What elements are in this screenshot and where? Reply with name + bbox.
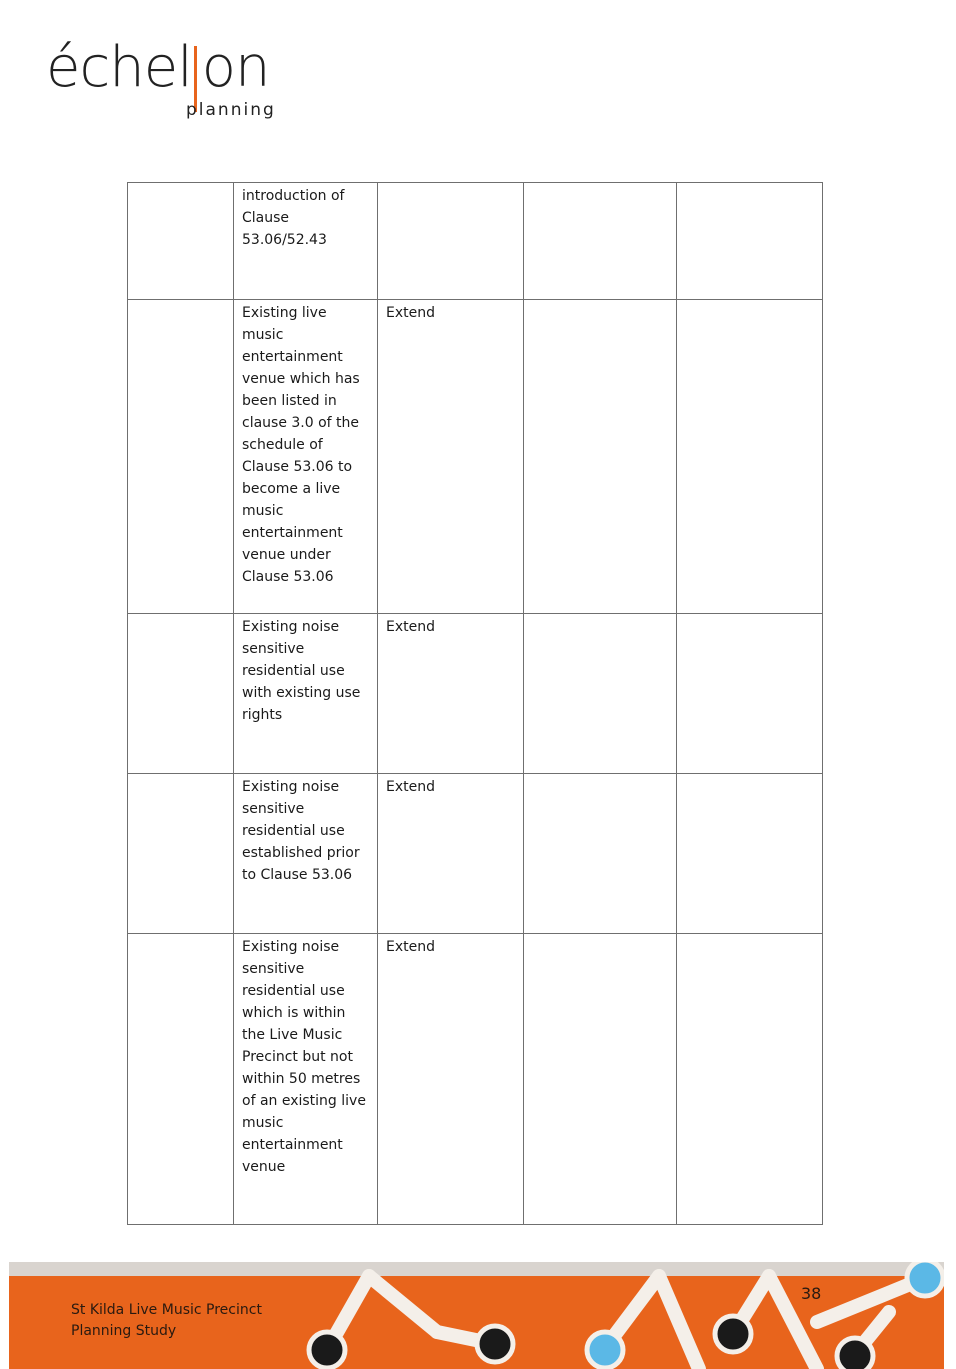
table-cell-action: Extend xyxy=(378,774,524,934)
table-cell xyxy=(677,934,823,1225)
footer-dot xyxy=(309,1332,345,1368)
table-cell xyxy=(128,300,234,614)
table-cell-action xyxy=(378,183,524,300)
table-row xyxy=(128,774,823,934)
table-cell xyxy=(128,934,234,1225)
table-cell xyxy=(128,614,234,774)
logo-subtitle: planning xyxy=(186,100,276,120)
table-cell-action: Extend xyxy=(378,614,524,774)
table-row xyxy=(128,183,823,300)
table-cell-description: Existing noise sensitive residential use which is within the Live Music Precinct but not within 50 metres of an existing live music entertainment venue xyxy=(234,934,378,1225)
table-cell xyxy=(128,183,234,300)
table-cell xyxy=(677,183,823,300)
table-cell-action: Extend xyxy=(378,934,524,1225)
footer-dot xyxy=(587,1332,623,1368)
table-row xyxy=(128,300,823,614)
table-cell xyxy=(677,300,823,614)
table-row xyxy=(128,614,823,774)
footer-dot xyxy=(477,1326,513,1362)
table-cell xyxy=(524,774,677,934)
footer-dot xyxy=(907,1262,943,1296)
table-cell-action: Extend xyxy=(378,300,524,614)
table-cell xyxy=(524,614,677,774)
echelon-logo xyxy=(46,35,306,130)
table-cell xyxy=(677,614,823,774)
table-cell-description: Existing noise sensitive residential use with existing use rights xyxy=(234,614,378,774)
footer-banner xyxy=(9,1262,944,1369)
page-number: 38 xyxy=(801,1284,822,1303)
table-cell xyxy=(677,774,823,934)
planning-table xyxy=(127,182,823,1225)
table-cell xyxy=(524,934,677,1225)
table-cell-description: Existing noise sensitive residential use established prior to Clause 53.06 xyxy=(234,774,378,934)
table-cell xyxy=(524,183,677,300)
footer-dot xyxy=(715,1316,751,1352)
footer-document-title xyxy=(71,1300,262,1342)
table-cell xyxy=(128,774,234,934)
footer-title-line: St Kilda Live Music Precinct xyxy=(71,1302,262,1318)
table-cell xyxy=(524,300,677,614)
table-cell-description: Existing live music entertainment venue which has been listed in clause 3.0 of the schedule of Clause 53.06 to become a live music entertainment venue under Clause 53.06 xyxy=(234,300,378,614)
logo-wordmark: échel on xyxy=(46,35,270,100)
footer-dot xyxy=(837,1338,873,1369)
table-row xyxy=(128,934,823,1225)
table-cell-description: introduction of Clause 53.06/52.43 xyxy=(234,183,378,300)
footer-title-line: Planning Study xyxy=(71,1323,177,1339)
